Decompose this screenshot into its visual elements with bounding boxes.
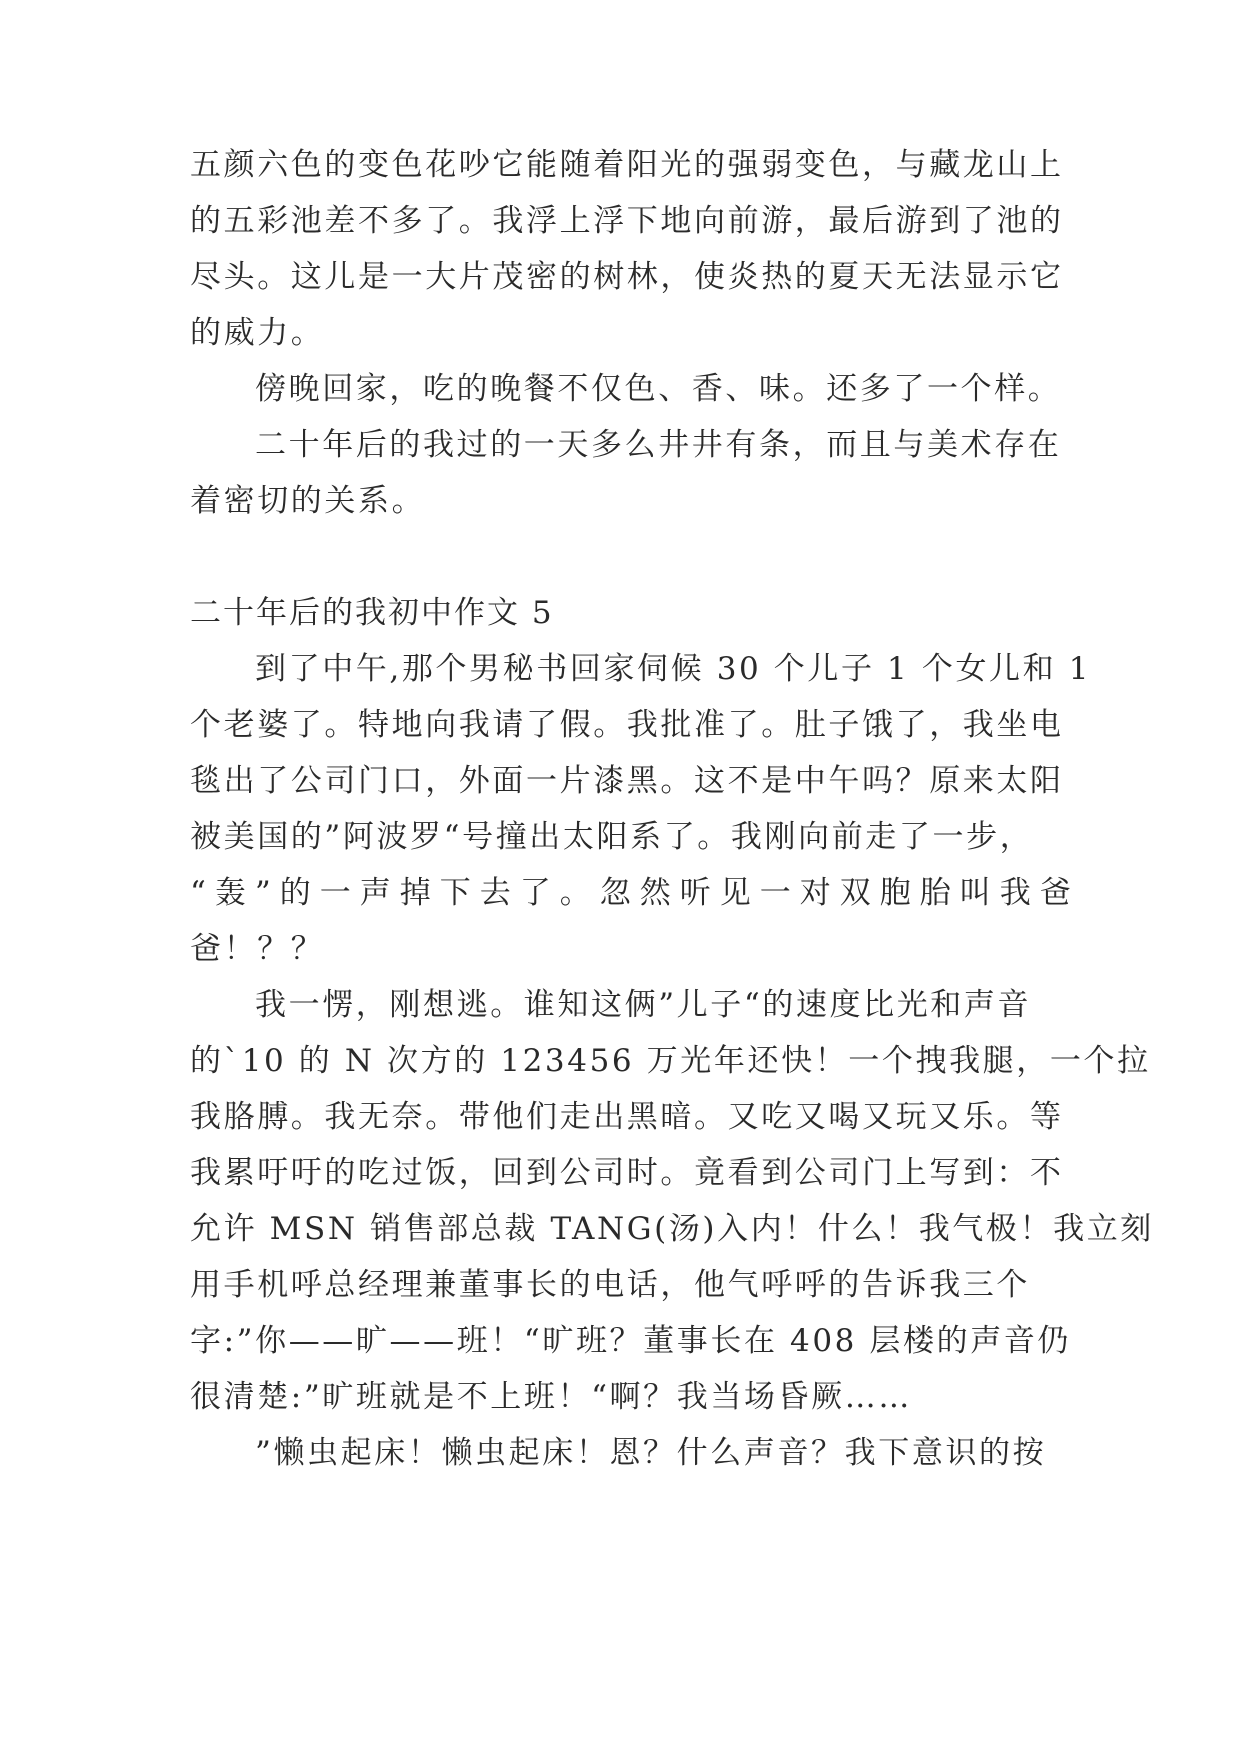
text-line: 五颜六色的变色花吵它能随着阳光的强弱变色，与藏龙山上: [190, 147, 1064, 183]
text-line: 到了中午,那个男秘书回家伺候 30 个儿子 1 个女儿和 1: [255, 651, 1092, 687]
section-heading: 二十年后的我初中作文 5: [190, 595, 554, 631]
text-line: 用手机呼总经理兼董事长的电话，他气呼呼的告诉我三个: [190, 1267, 1030, 1303]
text-line: 爸！？？: [190, 931, 325, 967]
text-line: ”懒虫起床！懒虫起床！恩？什么声音？我下意识的按: [255, 1435, 1047, 1471]
text-line: 我累吁吁的吃过饭，回到公司时。竟看到公司门上写到：不: [190, 1155, 1064, 1191]
text-line: 尽头。这儿是一大片茂密的树林，使炎热的夏天无法显示它: [190, 259, 1064, 295]
text-line: 我胳膊。我无奈。带他们走出黑暗。又吃又喝又玩又乐。等: [190, 1099, 1064, 1135]
text-line: 我一愣，刚想逃。谁知这俩”儿子“的速度比光和声音: [255, 987, 1032, 1023]
text-line: 的`10 的 N 次方的 123456 万光年还快！一个拽我腿，一个拉: [190, 1043, 1151, 1079]
text-line: 二十年后的我过的一天多么井井有条，而且与美术存在: [255, 427, 1062, 463]
text-line: 被美国的”阿波罗“号撞出太阳系了。我刚向前走了一步，: [190, 819, 1034, 855]
text-line: “轰”的一声掉下去了。忽然听见一对双胞胎叫我爸: [190, 875, 1080, 911]
text-line: 傍晚回家，吃的晚餐不仅色、香、味。还多了一个样。: [255, 371, 1062, 407]
text-line: 的威力。: [190, 315, 325, 351]
text-line: 的五彩池差不多了。我浮上浮下地向前游，最后游到了池的: [190, 203, 1064, 239]
text-line: 个老婆了。特地向我请了假。我批准了。肚子饿了，我坐电: [190, 707, 1064, 743]
text-line: 毯出了公司门口，外面一片漆黑。这不是中午吗？原来太阳: [190, 763, 1064, 799]
text-line: 字:”你——旷——班！“旷班？董事长在 408 层楼的声音仍: [190, 1323, 1072, 1359]
text-line: 很清楚:”旷班就是不上班！“啊？我当场昏厥……: [190, 1379, 912, 1415]
text-line: 着密切的关系。: [190, 483, 426, 519]
text-line: 允许 MSN 销售部总裁 TANG(汤)入内！什么！我气极！我立刻: [190, 1211, 1154, 1247]
